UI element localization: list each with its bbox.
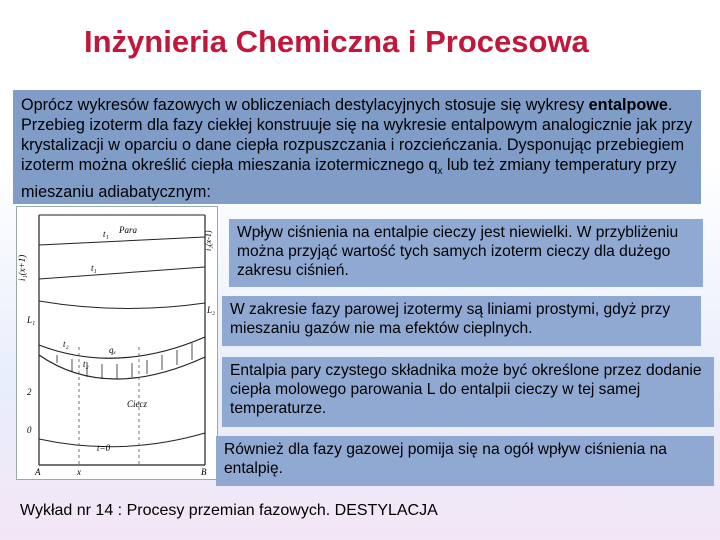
label-t1-top: t₁ xyxy=(103,229,109,239)
label-B: B xyxy=(201,467,207,477)
label-t0: t=0 xyxy=(97,443,111,453)
left-mark-2: 2 xyxy=(27,387,32,397)
intro-text-part3: lub też zmiany temperatury przy mieszaniu adiabatycznym: xyxy=(21,156,677,202)
intro-text-part1: Oprócz wykresów fazowych w obliczeniach destylacyjnych stosuje się wykresy xyxy=(21,96,589,114)
note-pressure-liquid: Wpływ ciśnienia na entalpie cieczy jest niewielki. W przybliżeniu można przyjąć wartość tych samych izoterm cieczy dla dużego zakresu ciśnień. xyxy=(229,219,703,287)
note-gas-pressure: Również dla fazy gazowej pomija się na ogół wpływ ciśnienia na entalpię. xyxy=(216,436,714,486)
liquid-curve-lower xyxy=(39,355,205,379)
intro-text-box xyxy=(13,90,701,204)
label-t2-right: t₂ xyxy=(83,359,89,369)
saturated-vapor-curve xyxy=(39,301,205,309)
slide-title: Inżynieria Chemiczna i Procesowa xyxy=(84,24,589,59)
note-vapor-isotherms: W zakresie fazy parowej izotermy są liniami prostymi, gdyż przy mieszaniu gazów nie ma efektów cieplnych. xyxy=(222,296,701,346)
vapor-isotherm-1 xyxy=(39,237,205,245)
enthalpy-diagram xyxy=(16,206,218,480)
right-mark-L2: L₂ xyxy=(207,305,216,315)
intro-text-part2: . Przebieg izoterm dla fazy ciekłej konstruuje się na wykresie entalpowym analogicznie jak przy krystalizacji w oparciu o dane ciepła rozpuszczania i rozcieńczania. Dysponując przebiegiem izoterm można określić ciepła mieszania izotermicznego q xyxy=(21,96,693,174)
intro-text-bold: entalpowe xyxy=(588,96,668,114)
label-ciecz: Ciecz xyxy=(127,399,147,409)
label-t2-left: t₂ xyxy=(63,339,69,349)
label-para: Para xyxy=(119,225,137,235)
label-A: A xyxy=(35,467,41,477)
isotherm-t0 xyxy=(39,433,205,447)
right-axis-label: i₂(x-1) xyxy=(204,230,213,251)
note-vapor-enthalpy: Entalpia pary czystego składnika może być określone przez dodanie ciepła molowego parowania L do entalpii cieczy w tej samej temperaturze. xyxy=(222,357,714,427)
left-mark-L1: L₁ xyxy=(27,315,36,325)
label-t1-second: t₁ xyxy=(91,263,97,273)
left-mark-0: 0 xyxy=(27,425,32,435)
left-axis-label: i₁(x+1) xyxy=(17,254,27,281)
label-x: x xyxy=(77,467,81,477)
slide-footer: Wykład nr 14 : Procesy przemian fazowych. DESTYLACJA xyxy=(20,502,438,519)
intro-subscript: x xyxy=(437,166,443,178)
label-qx: qₓ xyxy=(109,345,117,355)
vapor-isotherm-2 xyxy=(39,267,205,279)
enthalpy-diagram-svg xyxy=(17,207,217,479)
